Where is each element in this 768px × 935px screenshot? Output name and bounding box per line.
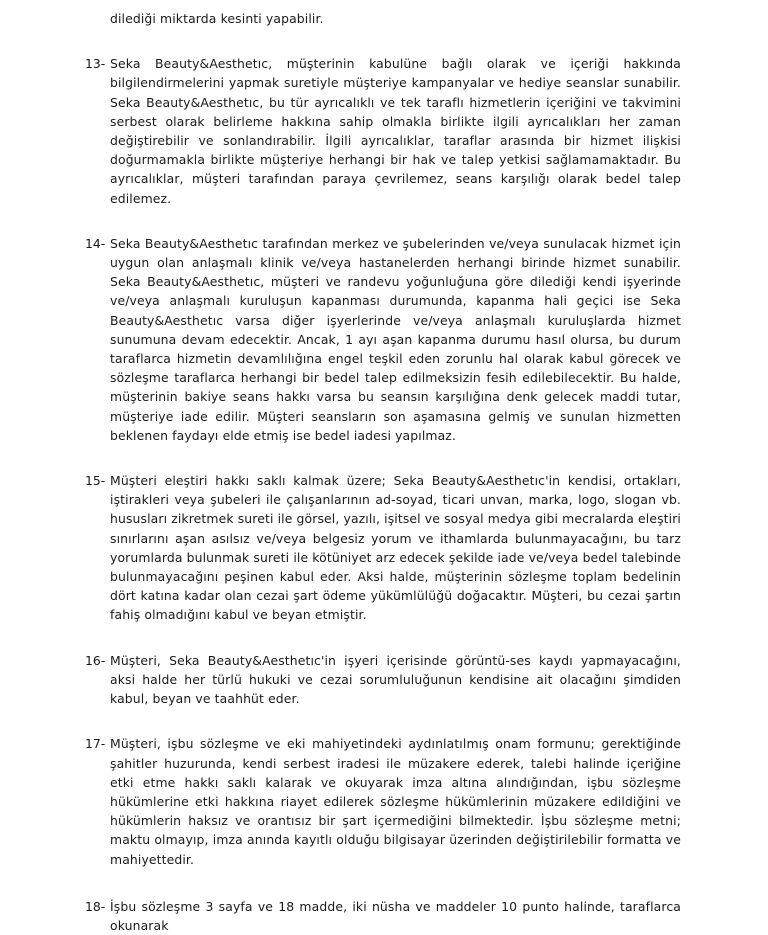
clause-18 [85, 869, 681, 935]
clause-text-18: İşbu sözleşme 3 sayfa ve 18 madde, iki nüsha ve maddeler 10 punto halinde, taraflarca okunarak [110, 898, 681, 933]
clause-text-17: Müşteri, işbu sözleşme ve eki mahiyetindeki aydınlatılmış onam formunu; gerektiğinde şahitler huzurunda, kendi serbest iradesi ile müzakere ederek, talebi halinde içeriğine etki etme hakkı saklı kalarak ve okuyarak imza altına alındığından, işbu sözleşme hükümlerine etki hakkına riayet edilerek sözleşme hükümlerinin müzakere edildiğini ve hükümlerin haksız ve orantısız bir şart içermediğini bilmektedir. İşbu sözleşme metni; maktu olmayıp, imza anında kayıtlı olduğu bilgisayar üzerinden değiştirilebilir formatta ve mahiyettedir. [110, 736, 681, 867]
clause-16 [85, 625, 681, 709]
clause-text-14: Seka Beauty&Aesthetıc tarafından merkez ve şubelerinden ve/veya sunulacak hizmet için uygun olan anlaşmalı klinik ve/veya hastanelerden herhangi birinde hizmet sunabilir. Seka Beauty&Aesthetıc, müşteri ve randevu yoğunluğuna göre dilediği kendi işyerinde ve/veya anlaşmalı kuruluşun kapanması durumunda, kapanma hali geçici ise Seka Beauty&Aesthetıc varsa diğer işyerlerinde ve/veya anlaşmalı kuruluşlarda hizmet sunumuna devam edecektir. Ancak, 1 ayı aşan kapanma durumu hasıl olursa, bu durum taraflarca hizmetin devamlılığına engel teşkil eden zorunlu hal olarak kabul görecek ve sözleşme taraflarca herhangi bir bedel talep edilmeksizin fesih edilebilecektir. Bu halde, müşterinin bakiye seans hakkı varsa bu seansın karşılığına denk gelecek maddi tutar, müşteriye iade edilir. Müşteri seansların son aşamasına gelmiş ve sunulan hizmetten beklenen faydayı elde etmiş ise bedel iadesi yapılmaz. [110, 235, 681, 443]
clause-number-13: 13- [85, 56, 106, 72]
clause-number-16: 16- [85, 652, 106, 668]
clause-number-15: 15- [85, 473, 106, 489]
continuation-paragraph: dilediği miktarda kesinti yapabilir. [110, 11, 324, 26]
clause-number-14: 14- [85, 235, 106, 251]
clause-number-18: 18- [85, 898, 106, 914]
clause-text-13: Seka Beauty&Aesthetıc, müşterinin kabulüne bağlı olarak ve içeriği hakkında bilgilendirmelerini yapmak suretiyle müşteriye kampanyalar ve hediye seanslar sunabilir. Seka Beauty&Aesthetıc, bu tür ayrıcalıklı ve tek taraflı hizmetlerin içeriğini ve takvimini serbest olarak belirleme hakkına sahip olmakla birlikte ilgili ayrıcalıkları her zaman değiştirebilir ve sonlandırabilir. İlgili ayrıcalıklar, taraflar arasında bir hizmet ilişkisi doğurmamakla birlikte müşteriye herhangi bir hak ve talep yetkisi sağlamamaktadır. Bu ayrıcalıklar, müşteri tarafından paraya çevrilemez, seans karşılığı olarak bedel talep edilemez. [110, 56, 681, 206]
clause-text-16: Müşteri, Seka Beauty&Aesthetıc'in işyeri içerisinde görüntü-ses kaydı yapmayacağını, aksi halde her türlü hukuki ve cezai sorumluluğunun kendisine ait olacağını şimdiden kabul, beyan ve taahhüt eder. [110, 652, 681, 707]
clause-17 [85, 708, 681, 868]
clause-text-15: Müşteri eleştiri hakkı saklı kalmak üzere; Seka Beauty&Aesthetıc'in kendisi, ortakları, iştirakleri veya şubeleri ile çalışanlarının ad-soyad, ticari unvan, marka, logo, slogan vb. hususları zikretmek sureti ile görsel, yazılı, işitsel ve sosyal medya gibi mecralarda eleştiri sınırlarını aşan asılsız ve/veya belgesiz yorum ve ithamlarda bulunmayacağını, bu tarz yorumlarda bulunmak sureti ile kötüniyet arz edecek şekilde iade ve/veya bedel talebinde bulunmayacağını peşinen kabul eder. Aksi halde, müşterinin sözleşme toplam bedelinin dört katına kadar olan cezai şart ödeme yükümlülüğü doğacaktır. Müşteri, bu cezai şartın fahiş olmadığını kabul ve beyan etmiştir. [110, 473, 681, 623]
clause-15 [85, 445, 681, 625]
clause-13 [85, 28, 681, 208]
clause-14 [85, 208, 681, 445]
clause-number-17: 17- [85, 736, 106, 752]
document-text-column [85, 0, 681, 935]
